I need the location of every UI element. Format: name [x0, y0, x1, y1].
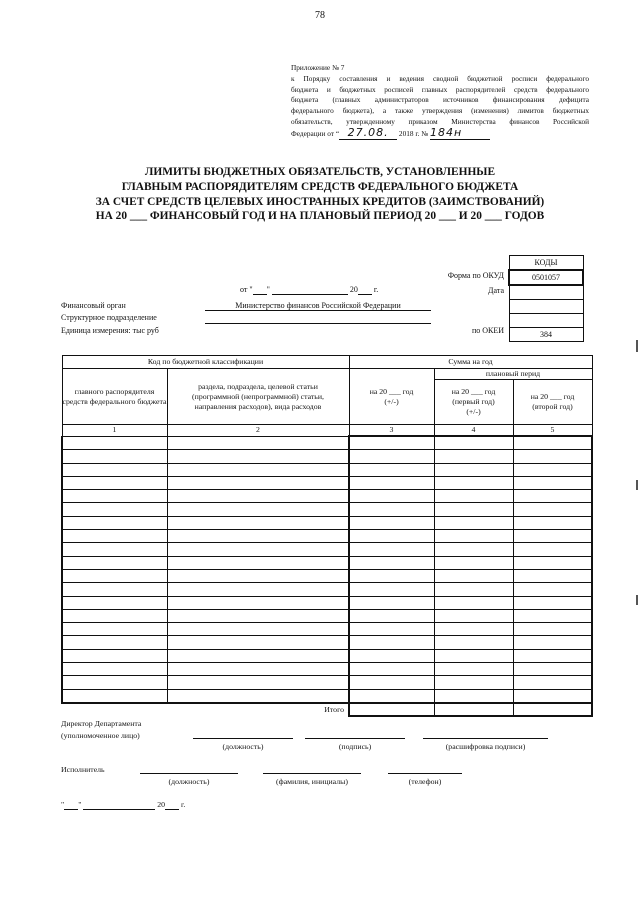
table-cell-col2[interactable]	[167, 516, 349, 529]
appendix-line-4: федерального бюджета), а также утверждения (изменения) лимитов бюджетных	[291, 106, 589, 116]
table-cell-col3[interactable]	[349, 530, 434, 543]
col5-header-line1: на 20 ___ год	[530, 392, 575, 401]
table-row	[62, 623, 592, 636]
table-cell-col3[interactable]	[349, 516, 434, 529]
table-cell-col1[interactable]	[62, 463, 167, 476]
table-cell-col2[interactable]	[167, 490, 349, 503]
table-cell-col1[interactable]	[62, 450, 167, 463]
table-cell-col3[interactable]	[349, 663, 434, 676]
director-decoding-caption: (расшифровка подписи)	[445, 742, 526, 751]
table-cell-col2[interactable]	[167, 530, 349, 543]
col4-header	[434, 380, 513, 425]
table-cell-col1[interactable]	[62, 503, 167, 516]
table-cell-col1[interactable]	[62, 556, 167, 569]
total-cell-4	[434, 703, 513, 716]
table-cell-col3[interactable]	[349, 609, 434, 622]
table-cell-col5[interactable]	[513, 490, 592, 503]
col2-header: раздела, подраздела, целевой статьи (программной (непрограммной) статьи, направления расходов), вида расходов	[167, 369, 349, 425]
total-spacer-1	[62, 703, 167, 716]
executor-phone-caption: (телефон)	[408, 777, 442, 786]
appendix-date-handwritten: 27.08.	[339, 128, 397, 140]
table-cell-col1[interactable]	[62, 516, 167, 529]
table-cell-col2[interactable]	[167, 556, 349, 569]
table-cell-col2[interactable]	[167, 476, 349, 489]
col5-header	[513, 380, 592, 425]
table-row	[62, 476, 592, 489]
table-cell-col2[interactable]	[167, 676, 349, 689]
table-row	[62, 596, 592, 609]
title-line-3: ЗА СЧЕТ СРЕДСТВ ЦЕЛЕВЫХ ИНОСТРАННЫХ КРЕДИТОВ (ЗАИМСТВОВАНИЙ)	[95, 195, 545, 208]
appendix-number-handwritten: 184н	[430, 128, 490, 140]
table-cell-col1[interactable]	[62, 543, 167, 556]
title-line-4: НА 20 ___ ФИНАНСОВЫЙ ГОД И НА ПЛАНОВЫЙ ПЕРИОД 20 ___ И 20 ___ ГОДОВ	[95, 210, 545, 223]
bottom-day-blank	[64, 800, 78, 810]
table-cell-col5[interactable]	[513, 583, 592, 596]
unit-label: Единица измерения: тыс руб	[61, 326, 159, 335]
appendix-line-5: обязательств, утвержденному приказом Министерства финансов Российской	[291, 116, 589, 126]
table-cell-col5[interactable]	[513, 596, 592, 609]
table-cell-col5[interactable]	[513, 530, 592, 543]
table-cell-col2[interactable]	[167, 503, 349, 516]
title-line-2: ГЛАВНЫМ РАСПОРЯДИТЕЛЯМ СРЕДСТВ ФЕДЕРАЛЬНОГО БЮДЖЕТА	[121, 180, 519, 193]
table-cell-col3[interactable]	[349, 503, 434, 516]
table-cell-col3[interactable]	[349, 676, 434, 689]
table-cell-col3[interactable]	[349, 436, 434, 450]
executor-position-line	[140, 773, 238, 774]
table-cell-col5[interactable]	[513, 516, 592, 529]
executor-position-caption: (должность)	[168, 777, 210, 786]
scan-mark	[636, 595, 638, 605]
table-cell-col1[interactable]	[62, 676, 167, 689]
table-cell-col3[interactable]	[349, 636, 434, 649]
table-row	[62, 609, 592, 622]
table-cell-col4[interactable]	[434, 556, 513, 569]
appendix-block	[291, 63, 589, 140]
table-cell-col4[interactable]	[434, 543, 513, 556]
table-cell-col1[interactable]	[62, 490, 167, 503]
scan-mark	[636, 480, 638, 490]
bottom-date-suffix: 20	[157, 800, 166, 809]
director-line-2: (уполномоченное лицо)	[61, 731, 140, 740]
director-decoding-line	[423, 738, 548, 739]
sum-header: Сумма на год	[349, 356, 592, 369]
table-row	[62, 530, 592, 543]
table-cell-col4[interactable]	[434, 569, 513, 582]
table-row	[62, 689, 592, 703]
table-body	[62, 436, 592, 703]
title-line-1: ЛИМИТЫ БЮДЖЕТНЫХ ОБЯЗАТЕЛЬСТВ, УСТАНОВЛЕННЫЕ	[144, 166, 496, 178]
fin-organ-label: Финансовый орган	[61, 301, 126, 310]
director-label	[61, 718, 141, 742]
col-num-1: 1	[62, 425, 167, 437]
executor-name-line	[263, 773, 361, 774]
table-cell-col1[interactable]	[62, 596, 167, 609]
table-cell-col4[interactable]	[434, 583, 513, 596]
table-cell-col4[interactable]	[434, 450, 513, 463]
appendix-date-line	[291, 125, 589, 140]
table-row	[62, 463, 592, 476]
table-cell-col1[interactable]	[62, 663, 167, 676]
okud-label: Форма по ОКУД	[447, 271, 504, 280]
table-cell-col1[interactable]	[62, 530, 167, 543]
director-line-1: Директор Департамента	[61, 719, 142, 728]
col4-header-line2: (первый год)	[452, 397, 495, 406]
bottom-date-year: г.	[181, 800, 186, 809]
table-cell-col4[interactable]	[434, 649, 513, 662]
table-cell-col2[interactable]	[167, 636, 349, 649]
fin-organ-value: Министерство финансов Российской Федерации	[205, 301, 431, 311]
bottom-date: " " 20 г.	[61, 800, 186, 809]
table-row	[62, 516, 592, 529]
table-cell-col2[interactable]	[167, 663, 349, 676]
table-cell-col2[interactable]	[167, 623, 349, 636]
limits-table	[61, 355, 593, 717]
table-cell-col1[interactable]	[62, 436, 167, 450]
col-num-2: 2	[167, 425, 349, 437]
director-position-caption: (должность)	[222, 742, 264, 751]
table-row	[62, 450, 592, 463]
table-cell-col4[interactable]	[434, 436, 513, 450]
table-cell-col2[interactable]	[167, 609, 349, 622]
table-cell-col3[interactable]	[349, 450, 434, 463]
table-cell-col5[interactable]	[513, 609, 592, 622]
day-blank	[253, 285, 267, 295]
table-cell-col2[interactable]	[167, 569, 349, 582]
table-cell-col5[interactable]	[513, 569, 592, 582]
table-row	[62, 569, 592, 582]
col-num-5: 5	[513, 425, 592, 437]
struct-value-line	[205, 313, 431, 324]
director-signature-caption: (подпись)	[338, 742, 372, 751]
total-label: Итого	[324, 704, 344, 714]
table-cell-col3[interactable]	[349, 463, 434, 476]
appendix-date-prefix: Федерации от “	[291, 128, 340, 138]
date-year: г.	[373, 285, 379, 294]
fin-organ-code-cell	[509, 300, 583, 314]
table-row	[62, 436, 592, 450]
col3-header-line1: на 20 ___ год	[369, 386, 414, 396]
table-row	[62, 503, 592, 516]
table-cell-col4[interactable]	[434, 463, 513, 476]
page-number: 78	[315, 10, 325, 21]
table-cell-col4[interactable]	[434, 609, 513, 622]
table-cell-col5[interactable]	[513, 450, 592, 463]
table-cell-col4[interactable]	[434, 530, 513, 543]
col5-header-line2: (второй год)	[532, 402, 573, 411]
table-cell-col5[interactable]	[513, 676, 592, 689]
plan-header: плановый перид	[434, 369, 592, 380]
table-cell-col4[interactable]	[434, 516, 513, 529]
kbk-header: Код по бюджетной классификации	[62, 356, 349, 369]
table-cell-col4[interactable]	[434, 623, 513, 636]
table-cell-col1[interactable]	[62, 476, 167, 489]
table-cell-col2[interactable]	[167, 689, 349, 703]
appendix-line-2: бюджета и бюджетных росписей главных распорядителей средств федерального	[291, 84, 589, 94]
table-row	[62, 676, 592, 689]
appendix-line-1: к Порядку составления и ведения сводной бюджетной росписи федерального	[291, 73, 589, 83]
col4-header-line3: (+/-)	[466, 407, 481, 416]
table-cell-col2[interactable]	[167, 543, 349, 556]
table-cell-col5[interactable]	[513, 649, 592, 662]
date-label: Дата	[488, 286, 504, 295]
table-cell-col3[interactable]	[349, 583, 434, 596]
col1-header: главного распорядителя средств федерального бюджета	[62, 369, 167, 425]
document-title	[40, 165, 600, 224]
table-cell-col5[interactable]	[513, 689, 592, 703]
table-cell-col2[interactable]	[167, 649, 349, 662]
table-cell-col2[interactable]	[167, 450, 349, 463]
okud-value: 0501057	[509, 270, 583, 285]
executor-name-caption: (фамилия, инициалы)	[276, 777, 348, 786]
table-cell-col3[interactable]	[349, 556, 434, 569]
codes-header: КОДЫ	[509, 256, 583, 271]
table-cell-col2[interactable]	[167, 436, 349, 450]
date-line	[240, 285, 378, 295]
table-cell-col3[interactable]	[349, 649, 434, 662]
table-cell-col3[interactable]	[349, 623, 434, 636]
table-cell-col4[interactable]	[434, 676, 513, 689]
table-cell-col5[interactable]	[513, 636, 592, 649]
table-cell-col4[interactable]	[434, 476, 513, 489]
okei-label: по ОКЕИ	[471, 326, 504, 335]
table-cell-col4[interactable]	[434, 503, 513, 516]
struct-code-cell	[509, 314, 583, 328]
codes-table	[508, 255, 584, 342]
table-cell-col2[interactable]	[167, 596, 349, 609]
table-cell-col3[interactable]	[349, 543, 434, 556]
bottom-month-blank	[83, 800, 155, 810]
table-cell-col1[interactable]	[62, 623, 167, 636]
table-cell-col4[interactable]	[434, 689, 513, 703]
table-cell-col2[interactable]	[167, 583, 349, 596]
table-cell-col1[interactable]	[62, 636, 167, 649]
table-cell-col5[interactable]	[513, 503, 592, 516]
table-cell-col3[interactable]	[349, 596, 434, 609]
year-blank	[358, 285, 372, 295]
col-num-4: 4	[434, 425, 513, 437]
col-num-3: 3	[349, 425, 434, 437]
table-cell-col1[interactable]	[62, 569, 167, 582]
table-cell-col5[interactable]	[513, 663, 592, 676]
col3-header	[349, 369, 434, 425]
table-row	[62, 490, 592, 503]
table-row	[62, 543, 592, 556]
date-suffix: 20	[349, 285, 358, 294]
table-cell-col3[interactable]	[349, 569, 434, 582]
date-prefix: от "	[240, 285, 253, 294]
table-cell-col3[interactable]	[349, 689, 434, 703]
struct-label: Структурное подразделение	[61, 313, 157, 322]
table-cell-col5[interactable]	[513, 623, 592, 636]
table-cell-col2[interactable]	[167, 463, 349, 476]
table-cell-col4[interactable]	[434, 490, 513, 503]
bottom-year-blank	[165, 800, 179, 810]
executor-phone-line	[388, 773, 462, 774]
executor-label: Исполнитель	[61, 765, 105, 774]
appendix-year: 2018 г. №	[398, 128, 429, 138]
table-row	[62, 663, 592, 676]
date-mid: "	[266, 285, 270, 294]
month-blank	[272, 285, 348, 295]
table-cell-col5[interactable]	[513, 476, 592, 489]
table-cell-col5[interactable]	[513, 543, 592, 556]
director-position-line	[193, 738, 293, 739]
table-cell-col1[interactable]	[62, 649, 167, 662]
col3-header-line2: (+/-)	[384, 396, 399, 406]
total-cell-5	[513, 703, 592, 716]
table-cell-col5[interactable]	[513, 436, 592, 450]
table-cell-col4[interactable]	[434, 636, 513, 649]
table-cell-col5[interactable]	[513, 463, 592, 476]
table-cell-col3[interactable]	[349, 490, 434, 503]
appendix-line-3: бюджета (главных администраторов источников финансирования дефицита	[291, 95, 589, 105]
table-cell-col4[interactable]	[434, 663, 513, 676]
table-cell-col4[interactable]	[434, 596, 513, 609]
table-row	[62, 556, 592, 569]
table-row	[62, 636, 592, 649]
col4-header-line1: на 20 ___ год	[451, 387, 496, 396]
table-cell-col1[interactable]	[62, 689, 167, 703]
table-cell-col1[interactable]	[62, 609, 167, 622]
bottom-date-prefix: "	[61, 800, 65, 809]
table-cell-col3[interactable]	[349, 476, 434, 489]
table-row	[62, 583, 592, 596]
table-cell-col1[interactable]	[62, 583, 167, 596]
table-row	[62, 649, 592, 662]
director-signature-line	[305, 738, 405, 739]
total-cell-3	[349, 703, 434, 716]
okei-value: 384	[509, 328, 583, 342]
appendix-title: Приложение № 7	[291, 63, 345, 72]
date-code-cell	[509, 285, 583, 300]
table-cell-col5[interactable]	[513, 556, 592, 569]
scan-mark	[636, 340, 638, 352]
